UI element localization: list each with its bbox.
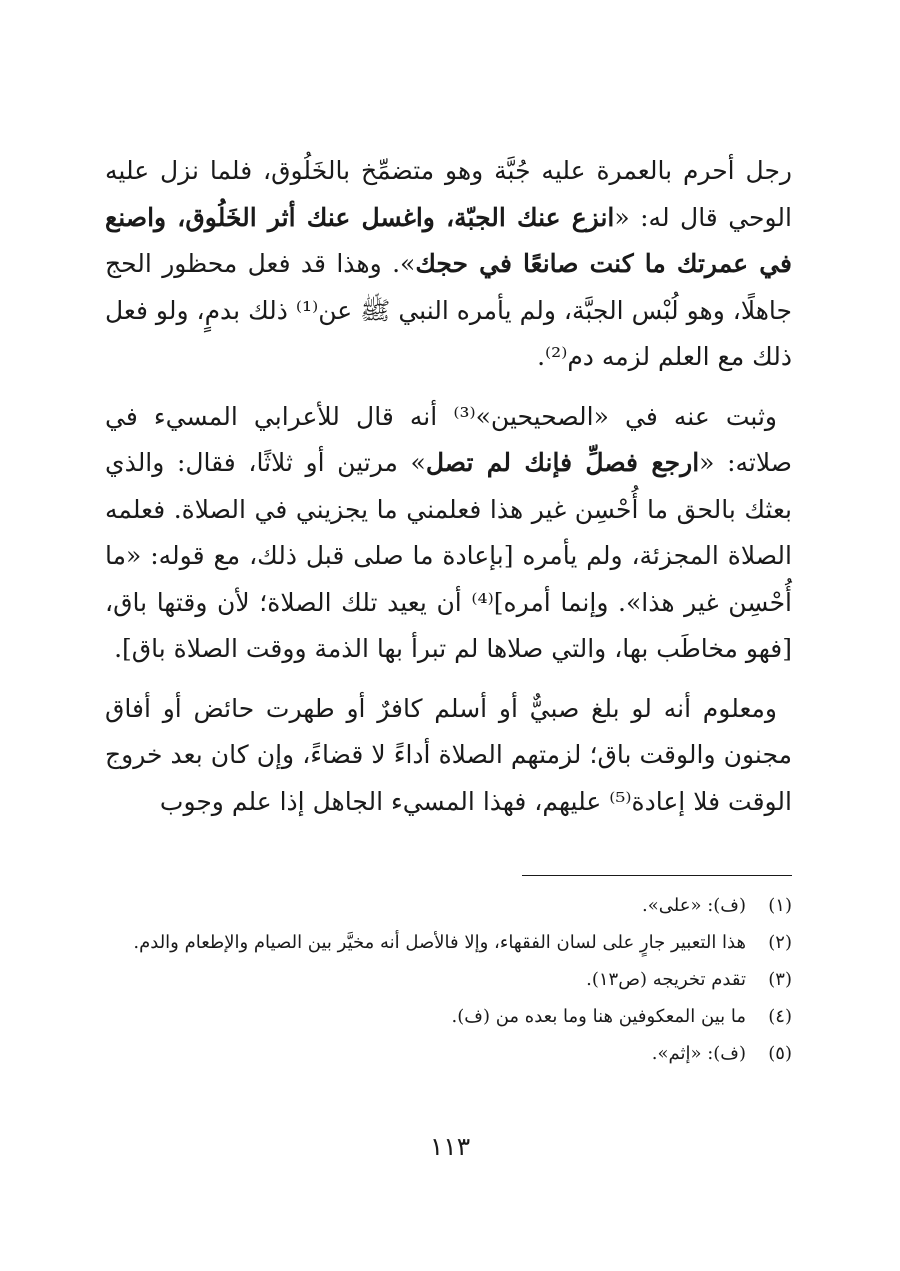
page-number: ١١٣ — [429, 1132, 471, 1161]
footnote-divider — [522, 875, 792, 876]
footnote-number: (٢) — [768, 932, 792, 953]
footnote-number: (٤) — [768, 1006, 792, 1027]
hadith-quote: ارجع فصلِّ فإنك لم تصل — [425, 448, 700, 477]
main-text — [105, 148, 792, 825]
footnote-text: (ف): «على». — [642, 895, 746, 916]
footnote-item — [105, 1035, 792, 1072]
paragraph-3 — [105, 686, 792, 826]
hadith-quote: انزع عنك الجبّة، واغسل عنك أثر الخَلُوق، واصنع في عمرتك ما كنت صانعًا في حجك — [105, 202, 792, 278]
footnote-text: تقدم تخريجه (ص١٣). — [586, 969, 746, 990]
footnote-item — [105, 924, 792, 961]
footnote-number: (٥) — [768, 1043, 792, 1064]
text-segment: ». وهذا قد فعل محظور الحج جاهلًا، وهو لُبْس الجبَّة، ولم يأمره النبي ﷺ عن⁽¹⁾ ذلك بدمٍ، ولو فعل ذلك مع العلم لزمه دم⁽²⁾. — [105, 249, 792, 371]
text-segment: » مرتين أو ثلاثًا، فقال: والذي بعثك بالحق ما أُحْسِن غير هذا فعلمني ما يجزيني في الصلاة. فعلمه الصلاة المجزئة، ولم يأمره [بإعادة ما صلى قبل ذلك، مع قوله: «ما أُحْسِن غير هذا». وإنما أمره]⁽⁴⁾ أن يعيد تلك الصلاة؛ لأن وقتها باق، [فهو مخاطَب بها، والتي صلاها لم تبرأ بها الذمة ووقت الصلاة باق]. — [105, 448, 792, 663]
text-segment: وثبت عنه في «الصحيحين»⁽³⁾ أنه قال للأعرابي المسيء في صلاته: « — [105, 401, 792, 477]
footnote-number: (١) — [768, 895, 792, 916]
footnote-number: (٣) — [768, 969, 792, 990]
footnote-item — [105, 998, 792, 1035]
footnote-item — [105, 887, 792, 924]
footnote-text: هذا التعبير جارٍ على لسان الفقهاء، وإلا فالأصل أنه مخيَّر بين الصيام والإطعام والدم. — [133, 932, 746, 953]
footnote-text: ما بين المعكوفين هنا وما بعده من (ف). — [451, 1006, 746, 1027]
paragraph-1 — [105, 148, 792, 381]
text-segment: ومعلوم أنه لو بلغ صبيٌّ أو أسلم كافرٌ أو طهرت حائض أو أفاق مجنون والوقت باق؛ لزمتهم الصلاة أداءً لا قضاءً، وإن كان بعد خروج الوقت فلا إعادة⁽⁵⁾ عليهم، فهذا المسيء الجاهل إذا علم وجوب — [105, 693, 792, 816]
footnote-item — [105, 961, 792, 998]
paragraph-2 — [105, 394, 792, 673]
text-segment: رجل أحرم بالعمرة عليه جُبَّة وهو متضمِّخ بالخَلُوق، فلما نزل عليه الوحي قال له: « — [105, 156, 792, 232]
footnote-text: (ف): «إثم». — [651, 1043, 746, 1064]
footnotes — [105, 887, 792, 1072]
